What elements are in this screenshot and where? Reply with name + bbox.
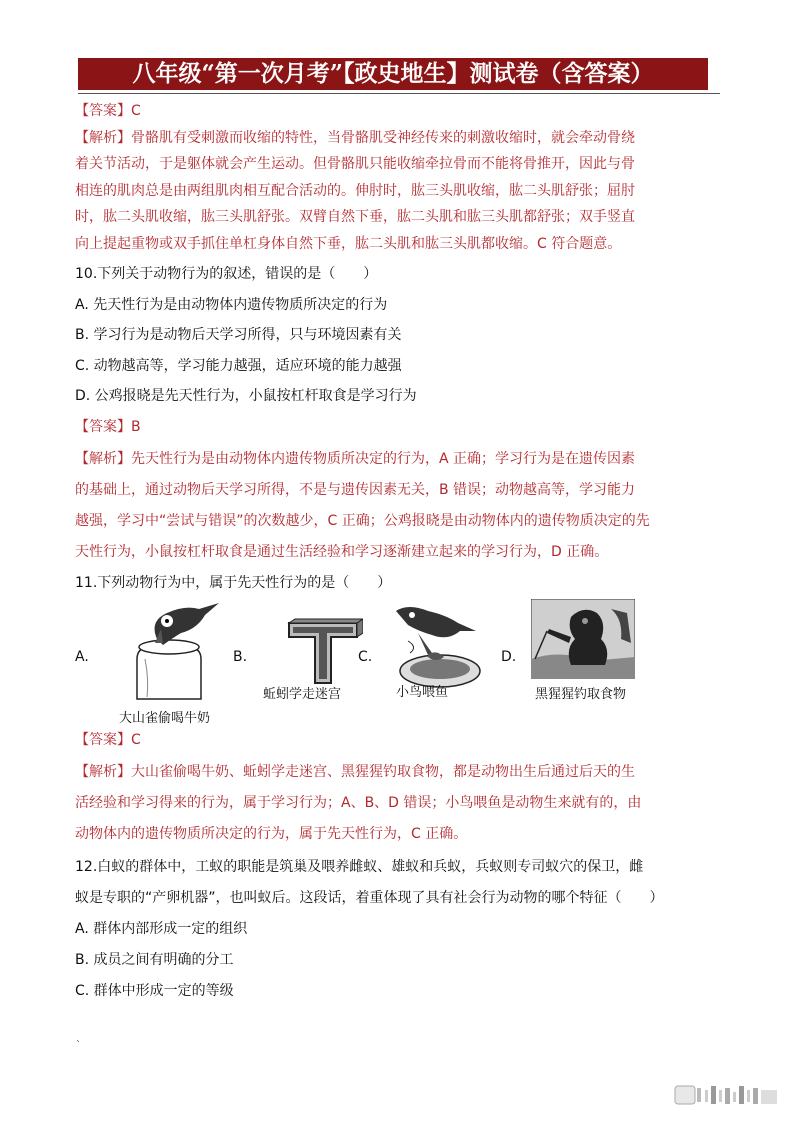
earthworm-t-maze-illustration [283,617,363,687]
answer-value: B [131,418,141,435]
figure-caption: 大山雀偷喝牛奶 [119,710,211,726]
q12-option-b: B. 成员之间有明确的分工 [75,952,234,968]
analysis-line [75,444,720,475]
q10-answer [75,414,720,441]
watermark-logo [673,1080,783,1110]
page-title: 八年级“第一次月考”【政史地生】测试卷（含答案） [78,58,708,90]
analysis-line: 着关节活动，于是躯体就会产生运动。但骨骼肌只能收缩牵拉骨而不能将骨推开，因此与骨 [75,156,635,172]
answer-value: C [131,731,141,748]
option-letter: C. [358,648,373,665]
q10-option-a: A. 先天性行为是由动物体内遗传物质所决定的行为 [75,296,388,313]
analysis-line: 的基础上，通过动物后天学习所得，不是与遗传因素无关，B 错误；动物越高等，学习能力 [75,482,636,498]
bird-feeding-fish-illustration [388,601,483,693]
analysis-text: 先天性行为是由动物体内遗传物质所决定的行为，A 正确；学习行为是在遗传因素 [131,451,636,467]
q10-analysis [75,444,720,568]
analysis-line [75,125,720,152]
analysis-line: 天性行为，小鼠按杠杆取食是通过生活经验和学习逐渐建立起来的学习行为，D 正确。 [75,544,609,560]
q11-stem: 11.下列动物行为中，属于先天性行为的是（ ） [75,575,392,591]
q11-analysis [75,757,720,850]
analysis-text: 骨骼肌有受刺激而收缩的特性，当骨骼肌受神经传来的刺激收缩时，就会牵动骨绕 [131,129,635,146]
option-letter: A. [75,648,89,665]
analysis-line: 动物体内的遗传物质所决定的行为，属于先天性行为，C 正确。 [75,826,468,842]
q9-answer [75,98,720,125]
chimpanzee-fishing-illustration [531,599,635,679]
stray-mark: ` [76,1040,81,1051]
answer-tag: 【答案】 [75,418,131,435]
q9-analysis [75,125,720,258]
analysis-line: 越强，学习中“尝试与错误”的次数越少，C 正确；公鸡报晓是由动物体内的遗传物质决定的先 [75,513,650,529]
analysis-tag: 【解析】 [75,451,131,467]
document-body [75,98,720,1007]
answer-value: C [131,103,141,119]
analysis-tag: 【解析】 [75,129,131,146]
figure-caption: 小鸟喂鱼 [396,684,449,700]
q11-figure-row [75,599,720,739]
analysis-text: 大山雀偷喝牛奶、蚯蚓学走迷宫、黑猩猩钓取食物，都是动物出生后通过后天的生 [131,764,635,780]
title-underline [78,93,720,94]
stem-line: 蚁是专职的“产卵机器”，也叫蚁后。这段话，着重体现了具有社会行为动物的哪个特征（ ） [75,890,664,906]
analysis-line: 时，肱二头肌收缩，肱三头肌舒张。双臂自然下垂，肱二头肌和肱三头肌都舒张；双手竖直 [75,209,635,225]
analysis-line: 向上提起重物或双手抓住单杠身体自然下垂，肱二头肌和肱三头肌都收缩。C 符合题意。 [75,235,622,252]
analysis-line: 相连的肌肉总是由两组肌肉相互配合活动的。伸肘时，肱三头肌收缩，肱二头肌舒张；屈肘 [75,182,635,199]
answer-tag: 【答案】 [75,103,131,119]
analysis-line [75,757,720,788]
q10-option-d: D. 公鸡报晓是先天性行为，小鼠按杠杆取食是学习行为 [75,388,417,404]
q10-option-c: C. 动物越高等，学习能力越强，适应环境的能力越强 [75,357,402,374]
option-letter: D. [501,648,517,665]
q12-stem [75,852,720,914]
q12-option-c: C. 群体中形成一定的等级 [75,983,234,999]
figure-caption: 黑猩猩钓取食物 [535,686,627,702]
q10-option-b: B. 学习行为是动物后天学习所得，只与环境因素有关 [75,327,402,343]
stem-line: 12.白蚁的群体中，工蚁的职能是筑巢及喂养雌蚁、雄蚁和兵蚁，兵蚁则专司蚁穴的保卫，雌 [75,859,644,875]
analysis-line: 活经验和学习得来的行为，属于学习行为；A、B、D 错误；小鸟喂鱼是动物生来就有的，由 [75,795,642,811]
figure-caption: 蚯蚓学走迷宫 [263,686,342,702]
q12-option-a: A. 群体内部形成一定的组织 [75,921,248,937]
analysis-tag: 【解析】 [75,764,131,780]
answer-tag: 【答案】 [75,731,131,748]
great-tit-milk-bottle-illustration [127,599,222,703]
q10-stem: 10.下列关于动物行为的叙述，错误的是（ ） [75,266,378,282]
option-letter: B. [233,648,248,665]
